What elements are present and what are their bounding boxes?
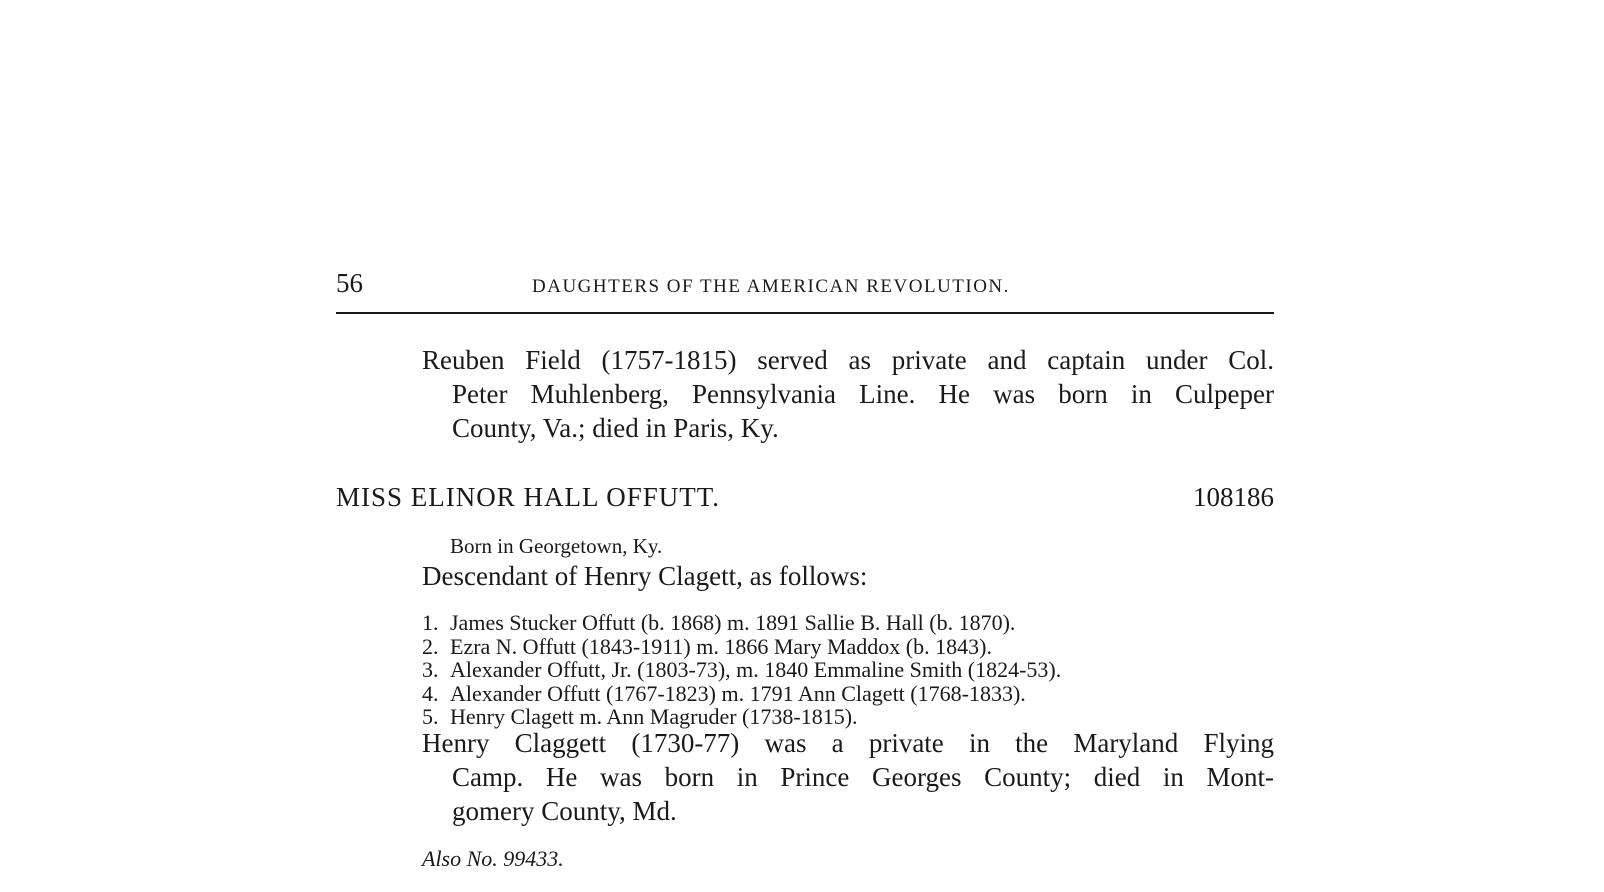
paragraph-line: Peter Muhlenberg, Pennsylvania Line. He was born in Culpeper xyxy=(452,379,1274,409)
header-rule xyxy=(336,312,1274,314)
lineage-text: Ezra N. Offutt (1843-1911) m. 1866 Mary Maddox (b. 1843). xyxy=(450,633,992,659)
also-number: Also No. 99433. xyxy=(422,846,564,871)
entry-number: 108186 xyxy=(1193,482,1274,512)
lineage-text: Alexander Offutt, Jr. (1803-73), m. 1840 Emmaline Smith (1824-53). xyxy=(450,657,1062,682)
lineage-number: 4. xyxy=(422,680,439,706)
page-number: 56 xyxy=(336,268,363,298)
lineage-item xyxy=(422,635,1061,659)
lineage-item xyxy=(422,682,1061,706)
lineage-item xyxy=(422,658,1061,682)
entry-name: MISS ELINOR HALL OFFUTT. xyxy=(336,482,721,512)
reuben-field-paragraph xyxy=(422,343,1274,445)
lineage-item xyxy=(422,705,1061,729)
birth-place: Born in Georgetown, Ky. xyxy=(450,534,663,558)
lineage-number: 2. xyxy=(422,633,439,659)
paragraph-line: gomery County, Md. xyxy=(452,796,677,826)
lineage-text: James Stucker Offutt (b. 1868) m. 1891 Sallie B. Hall (b. 1870). xyxy=(450,610,1016,635)
running-title: DAUGHTERS OF THE AMERICAN REVOLUTION. xyxy=(532,276,1010,297)
paragraph-line: Henry Claggett (1730-77) was a private in the Maryland Flying xyxy=(422,728,1274,758)
lineage-text: Alexander Offutt (1767-1823) m. 1791 Ann Clagett (1768-1833). xyxy=(450,680,1026,706)
lineage-list xyxy=(422,611,1061,729)
henry-claggett-paragraph xyxy=(422,726,1274,828)
lineage-number: 1. xyxy=(422,610,439,635)
lineage-number: 3. xyxy=(422,657,439,682)
paragraph-line: Camp. He was born in Prince Georges County; died in Mont- xyxy=(452,762,1274,792)
lineage-item xyxy=(422,611,1061,635)
descendant-line: Descendant of Henry Clagett, as follows: xyxy=(422,561,868,591)
lineage-text: Henry Clagett m. Ann Magruder (1738-1815). xyxy=(450,704,858,729)
lineage-number: 5. xyxy=(422,704,439,729)
paragraph-line: Reuben Field (1757-1815) served as private and captain under Col. xyxy=(422,345,1274,375)
paragraph-line: County, Va.; died in Paris, Ky. xyxy=(452,413,779,443)
